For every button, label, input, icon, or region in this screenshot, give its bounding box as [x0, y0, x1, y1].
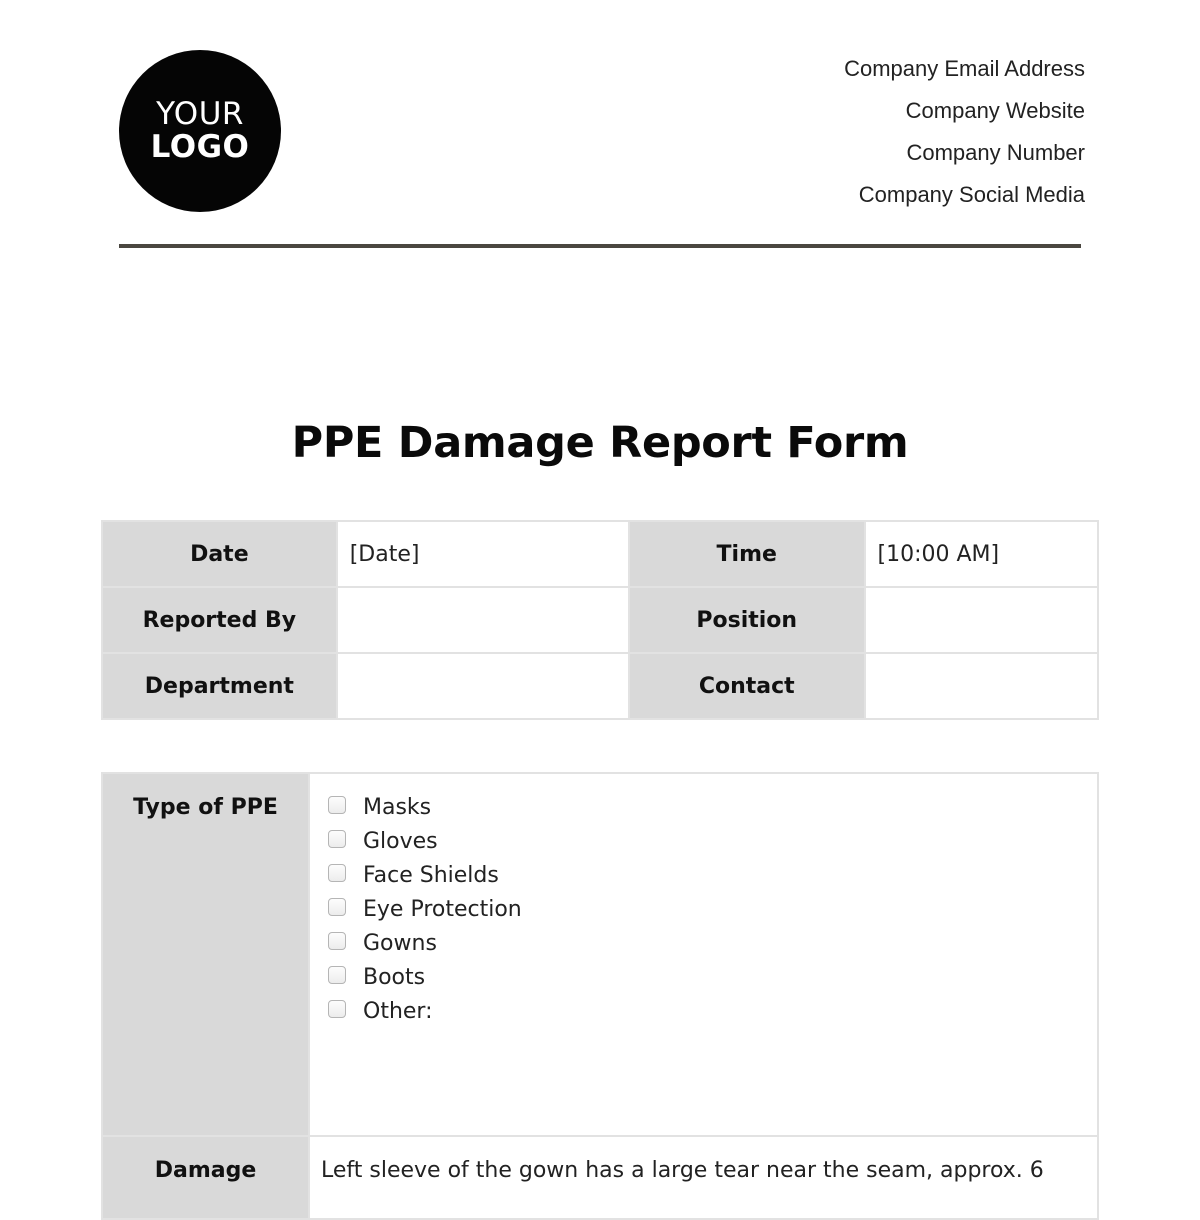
date-label: Date	[102, 521, 337, 587]
checkbox[interactable]	[328, 864, 346, 882]
ppe-option-other[interactable]	[328, 990, 1097, 1032]
type-of-ppe-label: Type of PPE	[102, 773, 309, 1136]
reported-by-label: Reported By	[102, 587, 337, 653]
date-field[interactable]: [Date]	[337, 521, 629, 587]
checkbox[interactable]	[328, 966, 346, 984]
ppe-option-label: Eye Protection	[363, 896, 522, 922]
company-website: Company Website	[905, 98, 1085, 123]
company-number: Company Number	[906, 140, 1085, 165]
page-title: PPE Damage Report Form	[291, 418, 909, 468]
contact-field[interactable]	[865, 653, 1099, 719]
department-label: Department	[102, 653, 337, 719]
department-field[interactable]	[337, 653, 629, 719]
checkbox[interactable]	[328, 932, 346, 950]
ppe-option-label: Masks	[363, 794, 432, 820]
logo-line-1: YOUR	[156, 96, 244, 133]
company-social-media: Company Social Media	[858, 182, 1085, 207]
contact-label: Contact	[629, 653, 865, 719]
checkbox[interactable]	[328, 796, 346, 814]
position-label: Position	[629, 587, 865, 653]
checkbox[interactable]	[328, 898, 346, 916]
ppe-option-label: Other:	[363, 998, 433, 1024]
position-field[interactable]	[865, 587, 1099, 653]
ppe-option-label: Gloves	[363, 828, 438, 854]
ppe-option-label: Gowns	[363, 930, 437, 956]
report-info-table	[101, 520, 1099, 720]
checkbox[interactable]	[328, 1000, 346, 1018]
company-contact-block	[844, 52, 1085, 220]
damage-description-field[interactable]: Left sleeve of the gown has a large tear near the seam, approx. 6	[309, 1136, 1098, 1219]
table-row	[102, 773, 1098, 1136]
ppe-option-label: Boots	[363, 964, 426, 990]
logo-line-2: LOGO	[150, 129, 250, 165]
ppe-details-table	[101, 772, 1099, 1220]
ppe-option-label: Face Shields	[363, 862, 499, 888]
time-field[interactable]: [10:00 AM]	[865, 521, 1099, 587]
table-row	[102, 521, 1098, 587]
reported-by-field[interactable]	[337, 587, 629, 653]
company-email: Company Email Address	[844, 56, 1085, 81]
header-divider	[119, 244, 1081, 248]
ppe-checklist	[309, 773, 1098, 1136]
time-label: Time	[629, 521, 865, 587]
company-logo	[119, 50, 281, 212]
table-row	[102, 1136, 1098, 1219]
table-row	[102, 587, 1098, 653]
checkbox[interactable]	[328, 830, 346, 848]
damage-label: Damage	[102, 1136, 309, 1219]
table-row	[102, 653, 1098, 719]
